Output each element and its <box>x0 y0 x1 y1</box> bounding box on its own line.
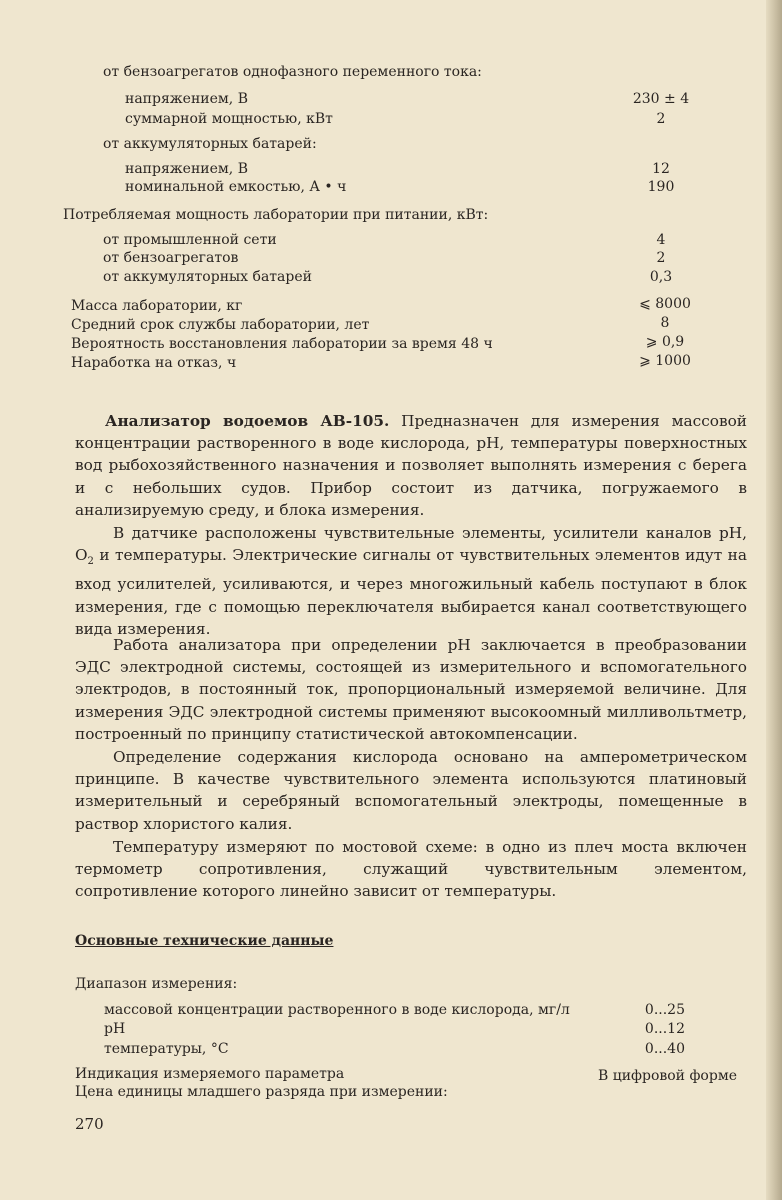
spec-value: ⩽ 8000 <box>639 296 691 312</box>
spec-value: 230 ± 4 <box>632 91 690 107</box>
paragraph-oxygen: Определение содержания кислорода основано на амперометрическом принципе. В качестве чувствительного элемента используются платиновый измерительный и серебряный вспомогательный электроды, помещенные в раствор хлористого калия. <box>75 748 747 833</box>
spec-value: 8 <box>660 315 670 331</box>
spec-label: Средний срок службы лаборатории, лет <box>71 317 370 333</box>
section-heading: Основные технические данные <box>75 933 334 949</box>
article-title: Анализатор водоемов АВ-105. <box>105 412 390 430</box>
spec-label: Цена единицы младшего разряда при измерении: <box>75 1084 448 1100</box>
spec-label: от бензоагрегатов <box>103 250 239 266</box>
spec-label: Наработка на отказ, ч <box>71 355 237 371</box>
paragraph-intro: Анализатор водоемов АВ-105. Предназначен для измерения массовой концентрации растворенного в воде кислорода, pH, температуры поверхностных вод рыбохозяйственного назначения и позволяет выполнять измерения с берега и с небольших судов. Прибор состоит из датчика, погружаемого в анализируемую среду, и блока измерения. <box>75 412 747 519</box>
paragraph-temperature: Температуру измеряют по мостовой схеме: в одно из плеч моста включен термометр сопротивления, служащий чувствительным элементом, сопротивление которого линейно зависит от температуры. <box>75 838 747 901</box>
page-number: 270 <box>75 1115 104 1133</box>
spec-value: ⩾ 0,9 <box>645 334 685 350</box>
spec-value: 0...40 <box>644 1041 685 1057</box>
spec-value: 2 <box>656 111 666 127</box>
spec-label: от промышленной сети <box>103 232 277 248</box>
range-label: Диапазон измерения: <box>75 976 238 992</box>
spec-value: 0...12 <box>644 1021 685 1037</box>
section-label: от аккумуляторных батарей: <box>103 136 317 152</box>
section-label: от бензоагрегатов однофазного переменного тока: <box>103 64 482 80</box>
spec-label: pH <box>104 1021 126 1037</box>
paragraph-ph: Работа анализатора при определении pH заключается в преобразовании ЭДС электродной системы, состоящей из измерительного и вспомогательного электродов, в постоянный ток, пропорциональный измеряемой величине. Для измерения ЭДС электродной системы применяют высокоомный милливольтметр, построенный по принципу статистической автокомпенсации. <box>75 636 747 743</box>
spec-value: 4 <box>656 232 666 248</box>
spec-label: Вероятность восстановления лаборатории за время 48 ч <box>71 336 493 352</box>
spec-value: 2 <box>656 250 666 266</box>
spec-value: 0...25 <box>644 1002 685 1018</box>
spec-value: 0,3 <box>649 269 673 285</box>
spec-label: напряжением, В <box>125 91 248 107</box>
spec-value: В цифровой форме <box>597 1068 737 1084</box>
spec-value: 190 <box>647 179 675 195</box>
spec-label: Масса лаборатории, кг <box>71 298 243 314</box>
paragraph-sensor: В датчике расположены чувствительные элементы, усилители каналов pH, $O_2$ и температуры. Электрические сигналы от чувствительных элементов идут на вход усилителей, усиливаются, и через многожильный кабель поступают в блок измерения, где с помощью переключателя выбирается канал соответствующего вида измерения. <box>75 524 747 638</box>
spec-label: суммарной мощностью, кВт <box>125 111 333 127</box>
spec-label: Индикация измеряемого параметра <box>75 1066 345 1082</box>
page-edge <box>766 0 782 1200</box>
spec-label: от аккумуляторных батарей <box>103 269 312 285</box>
spec-value: ⩾ 1000 <box>639 353 691 369</box>
section-label: Потребляемая мощность лаборатории при питании, кВт: <box>63 207 489 223</box>
spec-label: массовой концентрации растворенного в воде кислорода, мг/л <box>104 1002 570 1018</box>
spec-label: температуры, °С <box>104 1041 229 1057</box>
spec-value: 12 <box>652 161 670 177</box>
spec-label: напряжением, В <box>125 161 248 177</box>
spec-label: номинальной емкостью, А • ч <box>125 179 347 195</box>
